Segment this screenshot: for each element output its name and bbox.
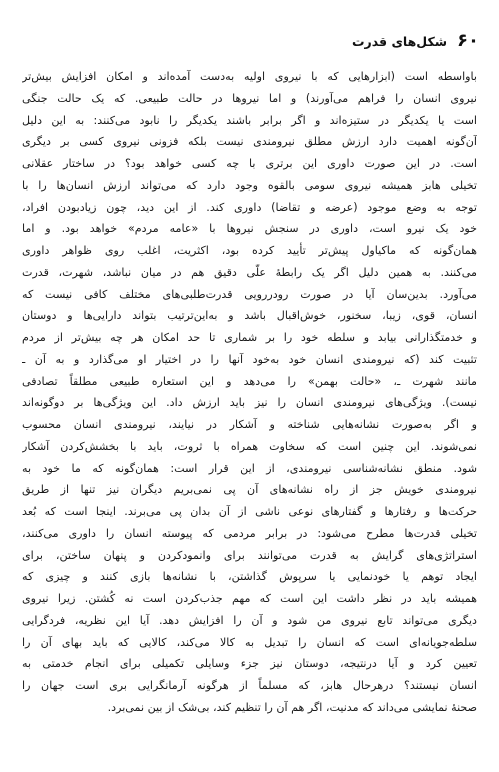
text-line: و اگر به‌صورت نشانه‌هایی شناخته و آشکار در نیایند، نیرومندی انسان محسوب [22, 418, 477, 431]
page-number: ۶۰ [457, 30, 479, 51]
text-line: تثبیت کند (که نیرومندی انسان خود به‌خود آنها را در اختیار او می‌گذارد و به آن ـ [22, 352, 477, 366]
text-line: شود. منطق نشانه‌شناسی نیرومندی، از این قرار است: همان‌گونه که ما خود به [22, 461, 477, 475]
text-line: تخیلی قدرت‌ها مطرح می‌شود: در برابر مردمی که پیوسته انسان را داوری می‌کنند، [22, 526, 477, 540]
text-line: انسان نیستند؟ درهرحال هابز، که مسلماً از هرگونه آرمانگرایی بری است جهان را [22, 679, 477, 692]
text-line: همان‌گونه که ماکیاول پیش‌تر تأیید کرده بود، اکثریت، اغلب روی ظواهر داوری [22, 244, 477, 257]
text-line: صحنهٔ نمایشی می‌داند که مدنیت، اگر هم آن را تنظیم کند، بی‌شک از بین نمی‌برد. [107, 700, 477, 714]
text-line: خود یک نیرو است، داوری در سنجش نیروها با «عامه مردم» خواهد بود. و اما [22, 222, 477, 236]
body-text [22, 66, 477, 719]
text-line: آن‌گونه اهمیت دارد ارزش مطلق نیرومندی نیست بلکه فزونی نیروی کسی بر دیگری [22, 135, 477, 149]
text-line: دیگری می‌تواند تابع نیروی من شود و آن را افزایش دهد. آیا این نظریه، فردگرایی [22, 613, 477, 627]
text-line: باواسطه است (ابزارهایی که با نیروی اولیه به‌دست آمده‌اند و امکان افزایش بیش‌تر [22, 70, 477, 83]
running-title: شکل‌های قدرت [351, 34, 448, 49]
text-line: و خدمتگذارانی بیابد و سلطه خود را بر شماری تا حد امکان هر چه بیش‌تر از مردم [22, 331, 477, 344]
text-line: همیشه باید در نظر داشت این است که مهم جذب‌کردن است نه کُشتن. زیرا نیروی [22, 592, 477, 605]
text-line: نیست). ویژگی‌های نیرومندی انسان را نیز باید ارزش داد. این ویژگی‌ها بر دوگونه‌اند [22, 396, 477, 410]
text-line: تعیین کرد و آیا درنتیجه، دوستان نیز جزء وسایلی تکمیلی برای انجام خدمتی به [22, 657, 477, 671]
text-line: می‌آورد. بدین‌سان آیا در صورت رودررویی قدرت‌طلبی‌های مختلف کافی نیست که [22, 287, 477, 301]
text-line: نیرومندی خویش جز از راه نشانه‌های آن پی نمی‌بریم دیگران نیز تنها از طریق [22, 483, 477, 497]
text-line: استراتژی‌های گرایش به قدرت می‌توانند برای وانمودکردن و پنهان ساختن، برای [22, 548, 477, 562]
text-line: نمی‌شوند. این چنین است که سخاوت همراه با ثروت، باید با بخشش‌کردن آشکار [22, 439, 477, 453]
text-line: انسان، قوی، زیبا، سخنور، خوش‌اقبال باشد و به‌این‌ترتیب بتواند دارایی‌ها و دوستان [22, 309, 477, 323]
text-line: نیروی انسان را فراهم می‌آورند) و اما نیروها در حالت طبیعی. که یک حالت جنگی [22, 91, 477, 105]
text-line: سلطه‌جویانه‌ای است که انسان را تبدیل به کالا می‌کند، کالایی که باید بهای آن را [22, 635, 477, 649]
text-line: است. در این صورت داوری این برتری با چه کسی خواهد بود؟ در ساختار عقلانی [22, 157, 477, 170]
text-line: مانند شهرت ـ، «حالت بهمن» را می‌دهد و این استعاره طبیعی مطلقاً تصادفی [22, 374, 477, 388]
text-line: می‌کنند. به همین دلیل اگر یک رابطهٔ علّی دقیق هم در میان نباشد، شهرت، قدرت [22, 265, 477, 279]
text-line: است یا یکدیگر در ستیزه‌اند و اگر برابر باشند یکدیگر را نابود می‌کنند: به این دلیل [22, 113, 477, 127]
text-line: تخیلی هابز همیشه نیروی سومی بالقوه وجود دارد که می‌تواند ارزش انسان‌ها را با [22, 178, 477, 192]
text-line: حرکت‌ها و رفتارها و گفتارهای نوعی ناشی از آن بدان پی می‌برند. اینجا است که بُعد [22, 505, 477, 518]
running-header [22, 30, 479, 52]
text-line: توجه به وضع موجود (عرضه و تقاضا) داوری کند. از این دید، چون زیادبودن افراد، [22, 200, 477, 214]
text-line: ایجاد توهم یا خودنمایی یا سرپوش گذاشتن، با نشانه‌ها بازی کنند و چیزی که [22, 570, 477, 584]
